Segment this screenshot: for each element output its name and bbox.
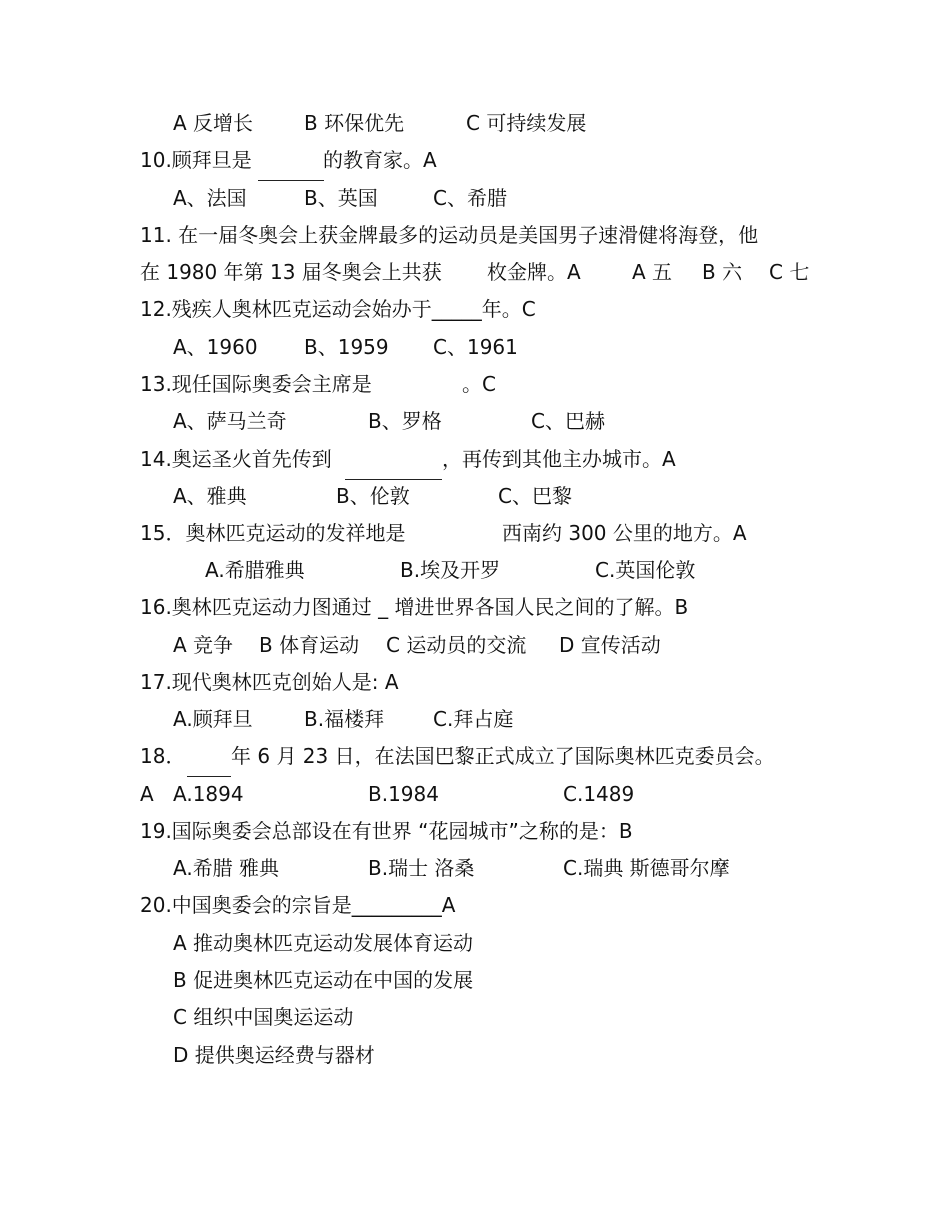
q20-option-a: A 推动奥林匹克运动发展体育运动 — [173, 931, 474, 955]
q11-prefix: 在 1980 年第 13 届冬奥会上共获 — [140, 260, 442, 284]
q13-prefix: 13.现任国际奥委会主席是 — [140, 372, 372, 396]
q18-answer: A — [140, 782, 154, 806]
q15-option-b: B.埃及开罗 — [400, 558, 501, 582]
q16-question: 16.奥林匹克运动力图通过 _ 增进世界各国人民之间的了解。B — [140, 595, 689, 619]
q17-question: 17.现代奥林匹克创始人是: A — [140, 670, 399, 694]
q12-option-c: C、1961 — [433, 335, 518, 359]
q11-option-b: B 六 — [702, 260, 743, 284]
q20-option-b: B 促进奥林匹克运动在中国的发展 — [173, 968, 474, 992]
q15-option-c: C.英国伦敦 — [595, 558, 696, 582]
q13-option-a: A、萨马兰奇 — [173, 409, 287, 433]
q18-option-b: B.1984 — [368, 782, 439, 806]
q19-option-c: C.瑞典 斯德哥尔摩 — [563, 856, 730, 880]
q19-option-a: A.希腊 雅典 — [173, 856, 280, 880]
q10-suffix: 的教育家。A — [323, 148, 437, 172]
q14-suffix: ，再传到其他主办城市。A — [442, 447, 676, 471]
q20-option-c: C 组织中国奥运运动 — [173, 1005, 354, 1029]
q19-option-b: B.瑞士 洛桑 — [368, 856, 475, 880]
q13-option-c: C、巴赫 — [531, 409, 605, 433]
q18-prefix: 18． — [140, 744, 186, 768]
q17-option-a: A.顾拜旦 — [173, 707, 253, 731]
q10-blank — [258, 180, 324, 181]
q9-option-a: A 反增长 — [173, 111, 254, 135]
q10-option-b: B、英国 — [304, 186, 378, 210]
q11-option-a: A 五 — [632, 260, 673, 284]
q17-option-b: B.福楼拜 — [304, 707, 385, 731]
q9-option-c: C 可持续发展 — [466, 111, 587, 135]
q18-option-c: C.1489 — [563, 782, 635, 806]
q18-suffix: 年 6 月 23 日，在法国巴黎正式成立了国际奥林匹克委员会。 — [231, 744, 775, 768]
q14-option-c: C、巴黎 — [498, 484, 572, 508]
q11-option-c: C 七 — [769, 260, 810, 284]
q10-option-a: A、法国 — [173, 186, 247, 210]
q11-suffix: 枚金牌。A — [487, 260, 581, 284]
q20-option-d: D 提供奥运经费与器材 — [173, 1043, 375, 1067]
q16-option-c: C 运动员的交流 — [386, 633, 527, 657]
q12-option-b: B、1959 — [304, 335, 389, 359]
q14-prefix: 14.奥运圣火首先传到 — [140, 447, 332, 471]
q12-option-a: A、1960 — [173, 335, 258, 359]
q12-question: 12.残疾人奥林匹克运动会始办于_____年。C — [140, 297, 536, 321]
q18-option-a: A.1894 — [173, 782, 244, 806]
q20-question: 20.中国奥委会的宗旨是_________A — [140, 893, 456, 917]
q15-suffix: 西南约 300 公里的地方。A — [502, 521, 747, 545]
q13-suffix: 。C — [462, 372, 496, 396]
q16-option-b: B 体育运动 — [259, 633, 360, 657]
q15-option-a: A.希腊雅典 — [205, 558, 305, 582]
q14-blank — [345, 479, 442, 480]
q13-option-b: B、罗格 — [368, 409, 442, 433]
q15-prefix: 15．奥林匹克运动的发祥地是 — [140, 521, 406, 545]
q19-question: 19.国际奥委会总部设在有世界 “花园城市”之称的是：B — [140, 819, 633, 843]
q14-option-b: B、伦敦 — [336, 484, 410, 508]
q9-option-b: B 环保优先 — [304, 111, 405, 135]
q11-line1: 11. 在一届冬奥会上获金牌最多的运动员是美国男子速滑健将海登，他 — [140, 223, 759, 247]
q14-option-a: A、雅典 — [173, 484, 247, 508]
q16-option-d: D 宣传活动 — [559, 633, 661, 657]
q10-prefix: 10.顾拜旦是 — [140, 148, 252, 172]
q17-option-c: C.拜占庭 — [433, 707, 514, 731]
q16-option-a: A 竞争 — [173, 633, 234, 657]
q10-option-c: C、希腊 — [433, 186, 507, 210]
q18-blank — [187, 776, 231, 777]
